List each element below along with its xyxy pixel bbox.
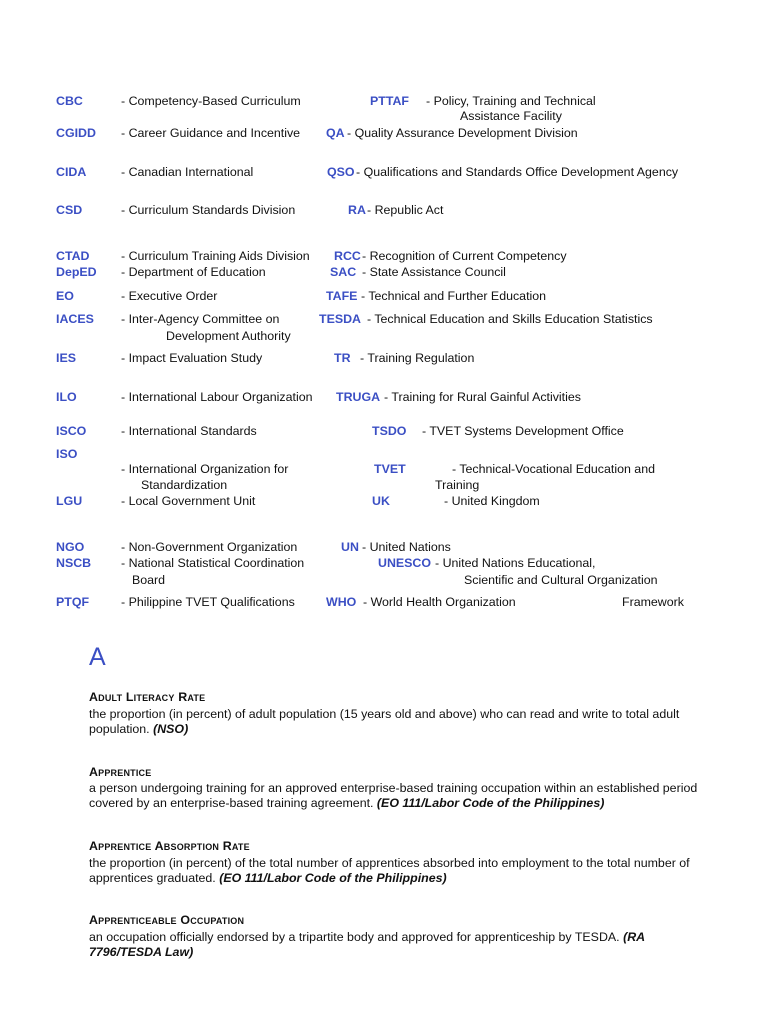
abbr-code: TVET bbox=[374, 462, 406, 476]
definition-source: (EO 111/Labor Code of the Philippines) bbox=[376, 796, 605, 810]
abbr-code: PTTAF bbox=[370, 94, 409, 108]
definition-line: the proportion (in percent) of adult population (15 years old and above) who can read and write to total adult bbox=[89, 707, 680, 721]
abbr-definition: - Competency-Based Curriculum bbox=[121, 94, 301, 108]
abbr-code: RA bbox=[348, 203, 366, 217]
definition-line: a person undergoing training for an approved enterprise-based training occupation within an established period bbox=[89, 781, 698, 795]
abbr-code: ISO bbox=[56, 447, 78, 461]
abbr-code: UNESCO bbox=[378, 556, 432, 570]
abbr-definition: - Technical-Vocational Education and bbox=[452, 462, 655, 476]
definition-text: population. bbox=[89, 722, 150, 736]
abbr-code: WHO bbox=[326, 595, 357, 609]
abbr-code: ILO bbox=[56, 390, 77, 404]
definition-line bbox=[89, 796, 721, 811]
definition-line bbox=[89, 945, 721, 960]
abbr-definition: - World Health Organization bbox=[363, 595, 516, 609]
abbr-code: NSCB bbox=[56, 556, 92, 570]
abbr-code: TESDA bbox=[319, 312, 361, 326]
abbr-definition-continued: Development Authority bbox=[166, 329, 291, 343]
abbr-code: CSD bbox=[56, 203, 83, 217]
definition-line bbox=[89, 722, 721, 737]
abbr-definition: - Training Regulation bbox=[360, 351, 475, 365]
abbr-definition: - Executive Order bbox=[121, 289, 218, 303]
definition-source: (EO 111/Labor Code of the Philippines) bbox=[219, 871, 447, 885]
abbr-definition: - Qualifications and Standards Office Development Agency bbox=[356, 165, 679, 179]
abbr-code: ISCO bbox=[56, 424, 87, 438]
abbr-definition: - Technical Education and Skills Education Statistics bbox=[367, 312, 653, 326]
abbr-definition: - United Nations Educational, bbox=[435, 556, 596, 570]
abbr-definition: - Recognition of Current Competency bbox=[362, 249, 567, 263]
abbr-code: IACES bbox=[56, 312, 94, 326]
abbr-definition: - Curriculum Standards Division bbox=[121, 203, 296, 217]
abbr-definition: - Republic Act bbox=[367, 203, 444, 217]
term-definition bbox=[89, 781, 721, 811]
definition-line bbox=[89, 930, 721, 945]
definition-line: the proportion (in percent) of the total number of apprentices absorbed into employment to the total number of bbox=[89, 856, 690, 870]
abbr-code: CIDA bbox=[56, 165, 87, 179]
stray-word: Framework bbox=[622, 595, 684, 609]
abbr-code: UK bbox=[372, 494, 390, 508]
abbr-code: CTAD bbox=[56, 249, 90, 263]
abbr-code: TAFE bbox=[326, 289, 358, 303]
abbr-definition: - TVET Systems Development Office bbox=[422, 424, 624, 438]
abbr-definition-continued: Board bbox=[132, 573, 166, 587]
abbr-definition: - Quality Assurance Development Division bbox=[347, 126, 578, 140]
abbr-definition: - Career Guidance and Incentive bbox=[121, 126, 301, 140]
term-heading: Apprentice bbox=[89, 765, 152, 779]
term-definition bbox=[89, 707, 721, 737]
definition-source: 7796/TESDA Law) bbox=[89, 945, 194, 959]
abbr-code: CBC bbox=[56, 94, 83, 108]
abbr-definition: - Department of Education bbox=[121, 265, 266, 279]
abbr-definition-continued: Assistance Facility bbox=[460, 109, 562, 123]
abbr-code: NGO bbox=[56, 540, 85, 554]
term-definition bbox=[89, 930, 721, 960]
abbr-definition-continued: Training bbox=[435, 478, 480, 492]
abbr-definition: - Impact Evaluation Study bbox=[121, 351, 263, 365]
term-heading: Apprenticeable Occupation bbox=[89, 913, 245, 927]
section-letter: A bbox=[89, 643, 106, 671]
term-heading: Apprentice Absorption Rate bbox=[89, 839, 250, 853]
abbr-code: CGIDD bbox=[56, 126, 96, 140]
abbr-definition: - Local Government Unit bbox=[121, 494, 256, 508]
abbr-definition: - International Labour Organization bbox=[121, 390, 313, 404]
abbr-definition: - Policy, Training and Technical bbox=[426, 94, 596, 108]
definition-source: (RA bbox=[623, 930, 646, 944]
abbr-definition: - Non-Government Organization bbox=[121, 540, 298, 554]
abbr-definition: - State Assistance Council bbox=[362, 265, 506, 279]
abbr-code: EO bbox=[56, 289, 74, 303]
abbr-definition: - International Organization for bbox=[121, 462, 289, 476]
term-heading: Adult Literacy Rate bbox=[89, 690, 206, 704]
abbr-code: PTQF bbox=[56, 595, 90, 609]
abbr-code: IES bbox=[56, 351, 76, 365]
abbr-definition: - Training for Rural Gainful Activities bbox=[384, 390, 581, 404]
definition-text: an occupation officially endorsed by a tripartite body and approved for apprenticeship by TESDA. bbox=[89, 930, 620, 944]
abbr-code: TSDO bbox=[372, 424, 407, 438]
abbr-code: LGU bbox=[56, 494, 83, 508]
abbr-definition: - Canadian International bbox=[121, 165, 254, 179]
definition-text: covered by an enterprise-based training agreement. bbox=[89, 796, 374, 810]
abbr-definition: - National Statistical Coordination bbox=[121, 556, 305, 570]
abbr-code: QSO bbox=[327, 165, 355, 179]
abbr-definition: - United Kingdom bbox=[444, 494, 540, 508]
abbr-definition: - International Standards bbox=[121, 424, 257, 438]
definition-source: (NSO) bbox=[153, 722, 189, 736]
abbr-code: RCC bbox=[334, 249, 361, 263]
abbr-definition: - Inter-Agency Committee on bbox=[121, 312, 280, 326]
abbr-code: TR bbox=[334, 351, 351, 365]
abbr-definition: - Technical and Further Education bbox=[361, 289, 547, 303]
abbr-definition: - United Nations bbox=[362, 540, 451, 554]
abbr-code: UN bbox=[341, 540, 359, 554]
abbr-code: SAC bbox=[330, 265, 357, 279]
definition-line bbox=[89, 871, 721, 886]
abbr-code: QA bbox=[326, 126, 345, 140]
term-definition bbox=[89, 856, 721, 886]
abbr-definition-continued: Scientific and Cultural Organization bbox=[464, 573, 658, 587]
abbr-definition: - Curriculum Training Aids Division bbox=[121, 249, 310, 263]
abbr-definition: - Philippine TVET Qualifications bbox=[121, 595, 295, 609]
definition-text: apprentices graduated. bbox=[89, 871, 216, 885]
abbr-definition-continued: Standardization bbox=[141, 478, 228, 492]
abbr-code: DepED bbox=[56, 265, 97, 279]
abbr-code: TRUGA bbox=[336, 390, 381, 404]
